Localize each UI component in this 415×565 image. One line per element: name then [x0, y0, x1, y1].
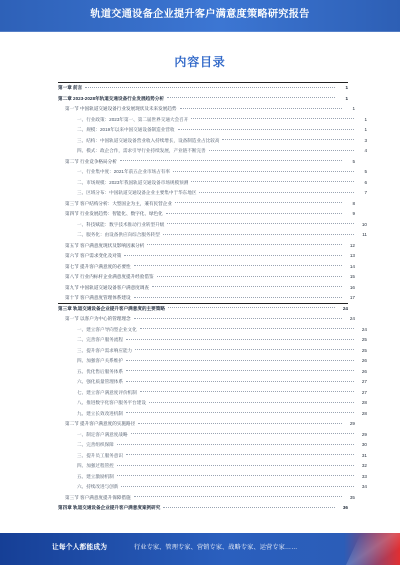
- toc-entry[interactable]: [58, 167, 367, 176]
- toc-entry-label: 三、结构：中国轨道交通设备营业收入持续增长，设备制造业占比较高: [77, 137, 220, 143]
- toc-entry[interactable]: [58, 346, 367, 355]
- toc-entry-label: 四、加强客户关系维护: [77, 358, 123, 363]
- toc-entry[interactable]: [58, 283, 355, 292]
- toc-entry-label: 第四节 行业发展趋势：智能化、数字化、绿色化: [65, 211, 163, 216]
- toc-entry-label: 二、市场规模：2023年我国轨道交通设备市场规模预测: [77, 179, 189, 185]
- toc-entry[interactable]: [58, 356, 367, 365]
- toc-entry-page: 28: [361, 410, 367, 416]
- toc-entry-page: 5: [364, 169, 367, 174]
- toc-entry[interactable]: [58, 157, 355, 166]
- toc-entry[interactable]: [58, 367, 367, 376]
- toc-entry-page: 1: [345, 85, 348, 90]
- toc-entry[interactable]: [58, 440, 367, 449]
- toc-entry-page: 26: [361, 368, 367, 374]
- toc-entry-page: 24: [349, 316, 355, 321]
- toc-entry-page: 1: [364, 127, 367, 132]
- toc-entry[interactable]: [58, 146, 367, 155]
- toc-title: 内容目录: [174, 55, 226, 69]
- toc-entry-label: 四、模式：政企合作，需求引导行业持续发展，产业链不断完善: [77, 148, 206, 153]
- toc-entry-label: 六、持续改进与创新: [77, 484, 119, 489]
- toc-entry[interactable]: [58, 335, 367, 344]
- toc-entry-page: 7: [364, 190, 367, 195]
- toc-entry-page: 1: [352, 106, 355, 111]
- document-header-title: 轨道交通设备企业提升客户满意度策略研究报告: [90, 9, 310, 20]
- toc-entry-label: 二、规模：2019年以来中国交通设备制造业营收: [77, 127, 175, 132]
- toc-entry[interactable]: [58, 304, 348, 313]
- toc-entry-label: 第二章 2023-2028年轨道交通设备行业发展趋势分析: [58, 95, 164, 101]
- toc-entry[interactable]: [58, 325, 367, 334]
- toc-entry-label: 第一节 以客户为中心的管理理念: [65, 316, 131, 321]
- toc-dot-leader: [135, 349, 354, 350]
- toc-dot-leader: [149, 402, 354, 403]
- toc-dot-leader: [134, 318, 342, 319]
- toc-dot-leader: [178, 129, 354, 130]
- toc-entry-label: 第九节 中国轨道交通设备客户满意度调查: [65, 284, 149, 290]
- toc-entry-label: 二、完善客户服务流程: [77, 337, 123, 342]
- toc-entry-label: 三、提升客户需求响应能力: [77, 347, 133, 353]
- toc-dot-leader: [163, 507, 335, 508]
- toc-entry[interactable]: [58, 94, 348, 103]
- toc-entry[interactable]: [58, 451, 367, 460]
- toc-entry[interactable]: [58, 241, 355, 250]
- toc-dot-leader: [152, 286, 342, 287]
- toc-entry[interactable]: [58, 83, 348, 92]
- toc-entry[interactable]: [58, 472, 367, 481]
- toc-dot-leader: [157, 276, 342, 277]
- toc-entry-label: 三、提升员工服务意识: [77, 452, 123, 458]
- toc-dot-leader: [126, 370, 354, 371]
- toc-entry-page: 10: [361, 221, 367, 227]
- toc-dot-leader: [131, 433, 354, 434]
- toc-entry-label: 第二节 提升客户满意度的实施路径: [65, 421, 136, 426]
- toc-dot-leader: [222, 139, 354, 140]
- toc-dot-leader: [126, 360, 354, 361]
- toc-entry-page: 26: [361, 358, 367, 363]
- toc-entry-page: 29: [361, 431, 367, 437]
- toc-dot-leader: [199, 192, 354, 193]
- toc-entry[interactable]: [58, 398, 367, 407]
- toc-entry[interactable]: [58, 388, 367, 397]
- toc-entry-label: 一、制定客户满意度战略: [77, 431, 128, 437]
- toc-dot-leader: [173, 171, 354, 172]
- toc-entry-label: 二、完善组织保障: [77, 442, 114, 447]
- toc-dot-leader: [180, 108, 342, 109]
- toc-entry[interactable]: [58, 482, 367, 491]
- toc-dot-leader: [140, 328, 354, 329]
- toc-dot-leader: [138, 423, 342, 424]
- toc-entry[interactable]: [58, 314, 355, 323]
- toc-entry-page: 27: [361, 389, 367, 395]
- toc-entry[interactable]: [58, 209, 355, 218]
- toc-dot-leader: [163, 234, 354, 235]
- toc-dot-leader: [191, 181, 354, 182]
- banner-left-text: 让每个人都能成为: [52, 544, 108, 551]
- toc-entry[interactable]: [58, 262, 355, 271]
- toc-entry-page: 1: [364, 116, 367, 122]
- header-bar: [0, 0, 400, 32]
- toc-entry-page: 6: [364, 179, 367, 185]
- toc-entry-page: 5: [352, 158, 355, 164]
- toc-entry-page: 11: [362, 232, 367, 237]
- toc-entry-label: 第七节 提升客户满意度的必要性: [65, 263, 131, 269]
- toc-dot-leader: [134, 496, 342, 497]
- toc-entry[interactable]: [58, 188, 367, 197]
- toc-dot-leader: [120, 160, 342, 161]
- toc-dot-leader: [175, 202, 342, 203]
- toc-dot-leader: [126, 412, 354, 413]
- toc-dot-leader: [147, 244, 342, 245]
- toc-entry-label: 第一章 前言: [58, 85, 83, 90]
- toc-entry-label: 第三章 轨道交通设备企业提升客户满意度的主要策略: [58, 305, 165, 311]
- toc-entry[interactable]: [58, 125, 367, 134]
- toc-entry-page: 16: [349, 284, 355, 290]
- toc-dot-leader: [117, 465, 354, 466]
- toc-dot-leader: [126, 454, 354, 455]
- toc-entry-label: 第六节 客户需求变化及对策: [65, 253, 122, 258]
- toc-entry-label: 第二节 行业竞争格局分析: [65, 158, 117, 164]
- toc-dot-leader: [117, 475, 354, 476]
- toc-entry[interactable]: [58, 178, 367, 187]
- toc-entry-label: 一、行业集中度：2021年前五企业市场占有率: [77, 169, 170, 174]
- toc-dot-leader: [209, 150, 354, 151]
- toc-entry-page: 14: [349, 263, 355, 269]
- toc-entry-label: 第三节 客户满意度提升保障措施: [65, 494, 131, 500]
- toc-dot-leader: [126, 381, 354, 382]
- toc-entry-label: 七、建立客户满意度评价机制: [77, 389, 137, 395]
- toc-dot-leader: [85, 87, 335, 88]
- toc-entry-page: 24: [361, 326, 367, 332]
- toc-entry-page: 1: [345, 95, 348, 101]
- toc-entry-label: 第八节 行业内标杆企业满意度提升经验借鉴: [65, 274, 154, 279]
- toc-entry[interactable]: [58, 230, 367, 239]
- toc-entry-page: 12: [349, 242, 355, 248]
- toc-entry-page: 15: [349, 274, 355, 279]
- toc-entry-label: 第三节 客户结构分析：大型国企为主，兼有民营企业: [65, 200, 172, 206]
- toc-entry[interactable]: [58, 115, 367, 124]
- toc-entry-label: 五、优化售后服务体系: [77, 368, 123, 374]
- toc-entry-page: 29: [349, 421, 355, 426]
- toc-dot-leader: [191, 118, 354, 119]
- toc-entry-page: 30: [361, 442, 367, 447]
- toc-entry[interactable]: [58, 199, 355, 208]
- toc-dot-leader: [121, 486, 354, 487]
- toc-dot-leader: [166, 213, 342, 214]
- toc-entry-page: 25: [361, 337, 367, 342]
- toc-entry-label: 九、建立长效改进机制: [77, 410, 123, 416]
- toc-entry[interactable]: [58, 220, 367, 229]
- toc-entry-page: 3: [364, 137, 367, 143]
- toc-entry-page: 8: [352, 200, 355, 206]
- toc-entry-page: 9: [352, 211, 355, 216]
- toc-entry-page: 33: [361, 473, 367, 479]
- toc-entry[interactable]: [58, 461, 367, 470]
- toc-entry-label: 一、科技赋能：数字技术推动行业转型升级: [77, 221, 165, 227]
- toc-entry[interactable]: [58, 493, 355, 502]
- toc-entry-label: 八、推进数字化客户服务平台建设: [77, 400, 146, 405]
- toc-dot-leader: [126, 339, 354, 340]
- toc-entry[interactable]: [58, 293, 355, 302]
- toc-entry-label: 第一节 中国轨道交通设备行业发展现状及未来发展趋势: [65, 106, 177, 111]
- toc-entry-page: 25: [361, 347, 367, 353]
- toc-entry[interactable]: [58, 251, 355, 260]
- toc-entry-label: 五、建立激励机制: [77, 473, 114, 479]
- toc-entry-label: 第十节 客户满意度管理体系建设: [65, 295, 131, 300]
- banner-right-text: 行业专家、管理专家、营销专家、战略专家、运营专家……: [134, 544, 298, 551]
- toc-dot-leader: [140, 391, 354, 392]
- toc-entry[interactable]: [58, 104, 355, 113]
- toc-entry-label: 二、服务化：由设备供应向综合服务转型: [77, 232, 160, 237]
- toc-dot-leader: [134, 265, 342, 266]
- toc-dot-leader: [117, 444, 354, 445]
- toc-entry-label: 一、行业政策：2023年第一、第二届世界交通大会召开: [77, 116, 189, 122]
- toc-entry-page: 31: [361, 452, 367, 458]
- toc-entry[interactable]: [58, 377, 367, 386]
- toc-entry-page: 28: [361, 400, 367, 405]
- toc-entry[interactable]: [58, 409, 367, 418]
- toc-entry-label: 六、强化质量管理体系: [77, 379, 123, 384]
- toc-entry-page: 35: [349, 494, 355, 500]
- toc-entry-page: 34: [361, 484, 367, 489]
- toc-entry-page: 32: [361, 463, 367, 468]
- toc-entry-page: 36: [342, 505, 348, 510]
- toc-entry-label: 三、区域分布：中国轨道交通设备企业主要集中于华东地区: [77, 190, 197, 195]
- toc-dot-leader: [134, 297, 342, 298]
- toc-entry-label: 第五节 客户满意度现状及影响因素分析: [65, 242, 145, 248]
- toc-entry[interactable]: [58, 136, 367, 145]
- toc-entry-page: 24: [342, 305, 348, 311]
- toc-dot-leader: [124, 255, 342, 256]
- toc-dot-leader: [167, 223, 354, 224]
- toc-entry[interactable]: [58, 503, 348, 512]
- toc-entry-label: 四、加强过程管控: [77, 463, 114, 468]
- toc-entry-page: 4: [364, 148, 367, 153]
- toc-entry-page: 27: [361, 379, 367, 384]
- toc-entry-label: 一、建立客户导向型企业文化: [77, 326, 137, 332]
- toc-entry[interactable]: [58, 272, 355, 281]
- bottom-banner: [0, 533, 400, 565]
- table-of-contents: [58, 83, 367, 510]
- toc-entry[interactable]: [58, 419, 355, 428]
- toc-entry[interactable]: [58, 430, 367, 439]
- toc-entry-page: 13: [349, 253, 355, 258]
- toc-entry-page: 17: [349, 295, 355, 300]
- toc-dot-leader: [167, 97, 335, 98]
- toc-dot-leader: [168, 307, 335, 308]
- toc-entry-label: 第四章 轨道交通设备企业提升客户满意度案例研究: [58, 505, 161, 510]
